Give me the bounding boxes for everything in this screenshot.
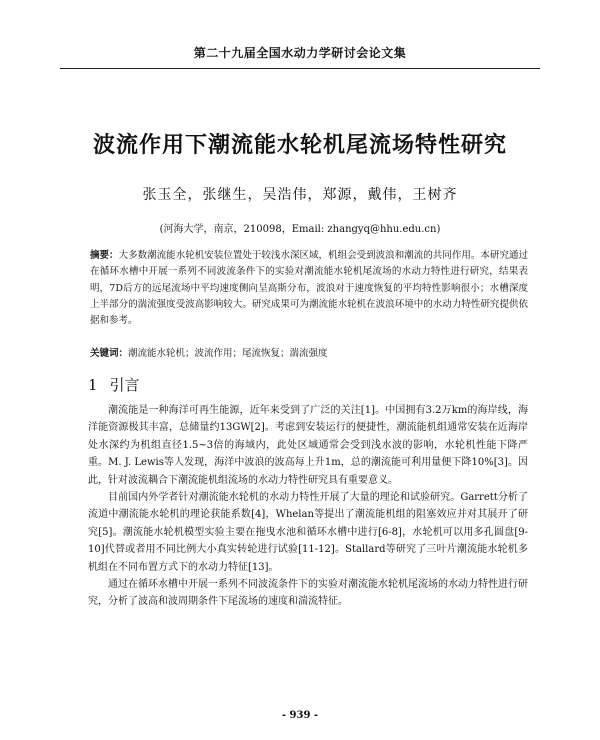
abstract-text: 大多数潮流能水轮机安装位置处于较浅水深区域，机组会受到波浪和潮流的共同作用。本研究通过在循环水槽中开展一系列不同波流条件下的实验对潮流能水轮机尾流场的水动力特性进行研究，结果表明，7D后方的远尾流场中平均速度侧向呈高斯分布，波浪对于速度恢复的平均特性影响很小；水槽深度上半部分的湍流强度受波高影响较大。研究成果可为潮流能水轮机在波浪环境中的水动力特性研究提供依据和参考。 <box>90 250 528 327</box>
section-number: 1 <box>88 376 98 394</box>
paragraph: 目前国内外学者针对潮流能水轮机的水动力特性开展了大量的理论和试验研究。Garrett分析了流道中潮流能水轮机的理论获能系数[4]，Whelan等提出了潮流能机组的阻塞效应并对其展开了研究[5]。潮流能水轮机模型实验主要在拖曳水池和循环水槽中进行[6-8]，水轮机可以用多孔圆盘[9-10]代替或者用不同比例大小真实转轮进行试验[11-12]。Stallard等研究了三叶片潮流能水轮机多机组在不同布置方式下的水动力特征[13]。 <box>88 492 528 573</box>
section-title: 引言 <box>109 376 140 394</box>
body-text <box>88 402 528 611</box>
paper-title: 波流作用下潮流能水轮机尾流场特性研究 <box>92 133 507 158</box>
abstract <box>90 248 528 329</box>
keywords-text: 潮流能水轮机；波流作用；尾流恢复；湍流强度 <box>128 348 328 359</box>
keywords <box>90 346 528 362</box>
section-heading <box>88 374 152 395</box>
keywords-label: 关键词： <box>90 348 129 359</box>
paragraph: 通过在循环水槽中开展一系列不同波流条件下的实验对潮流能水轮机尾流场的水动力特性进行研究，分析了波高和波周期条件下尾流场的速度和湍流特征。 <box>88 579 528 608</box>
affiliation: (河海大学，南京，210098，Email: zhangyq@hhu.edu.cn) <box>159 224 441 235</box>
running-header: 第二十九届全国水动力学研讨会论文集 <box>193 46 407 60</box>
author-list: 张玉全，张继生，吴浩伟，郑源，戴伟，王树齐 <box>142 187 458 203</box>
paragraph: 潮流能是一种海洋可再生能源，近年来受到了广泛的关注[1]。中国拥有3.2万km的海岸线，海洋能资源极其丰富，总储量约13GW[2]。考虑到安装运行的便捷性，潮流能机组通常安装在近海岸处水深约为机组直径1.5~3倍的海域内，此处区域通常会受到浅水波的影响，水轮机性能下降严重。M. J. Lewis等人发现，海洋中波浪的波高每上升1m，总的潮流能可利用量便下降10%[3]。因此，针对波流耦合下潮流能机组流场的水动力特性研究具有重要意义。 <box>88 405 528 486</box>
header-rule <box>60 68 540 69</box>
page-number: - 939 - <box>281 710 319 721</box>
abstract-label: 摘要： <box>90 250 119 261</box>
